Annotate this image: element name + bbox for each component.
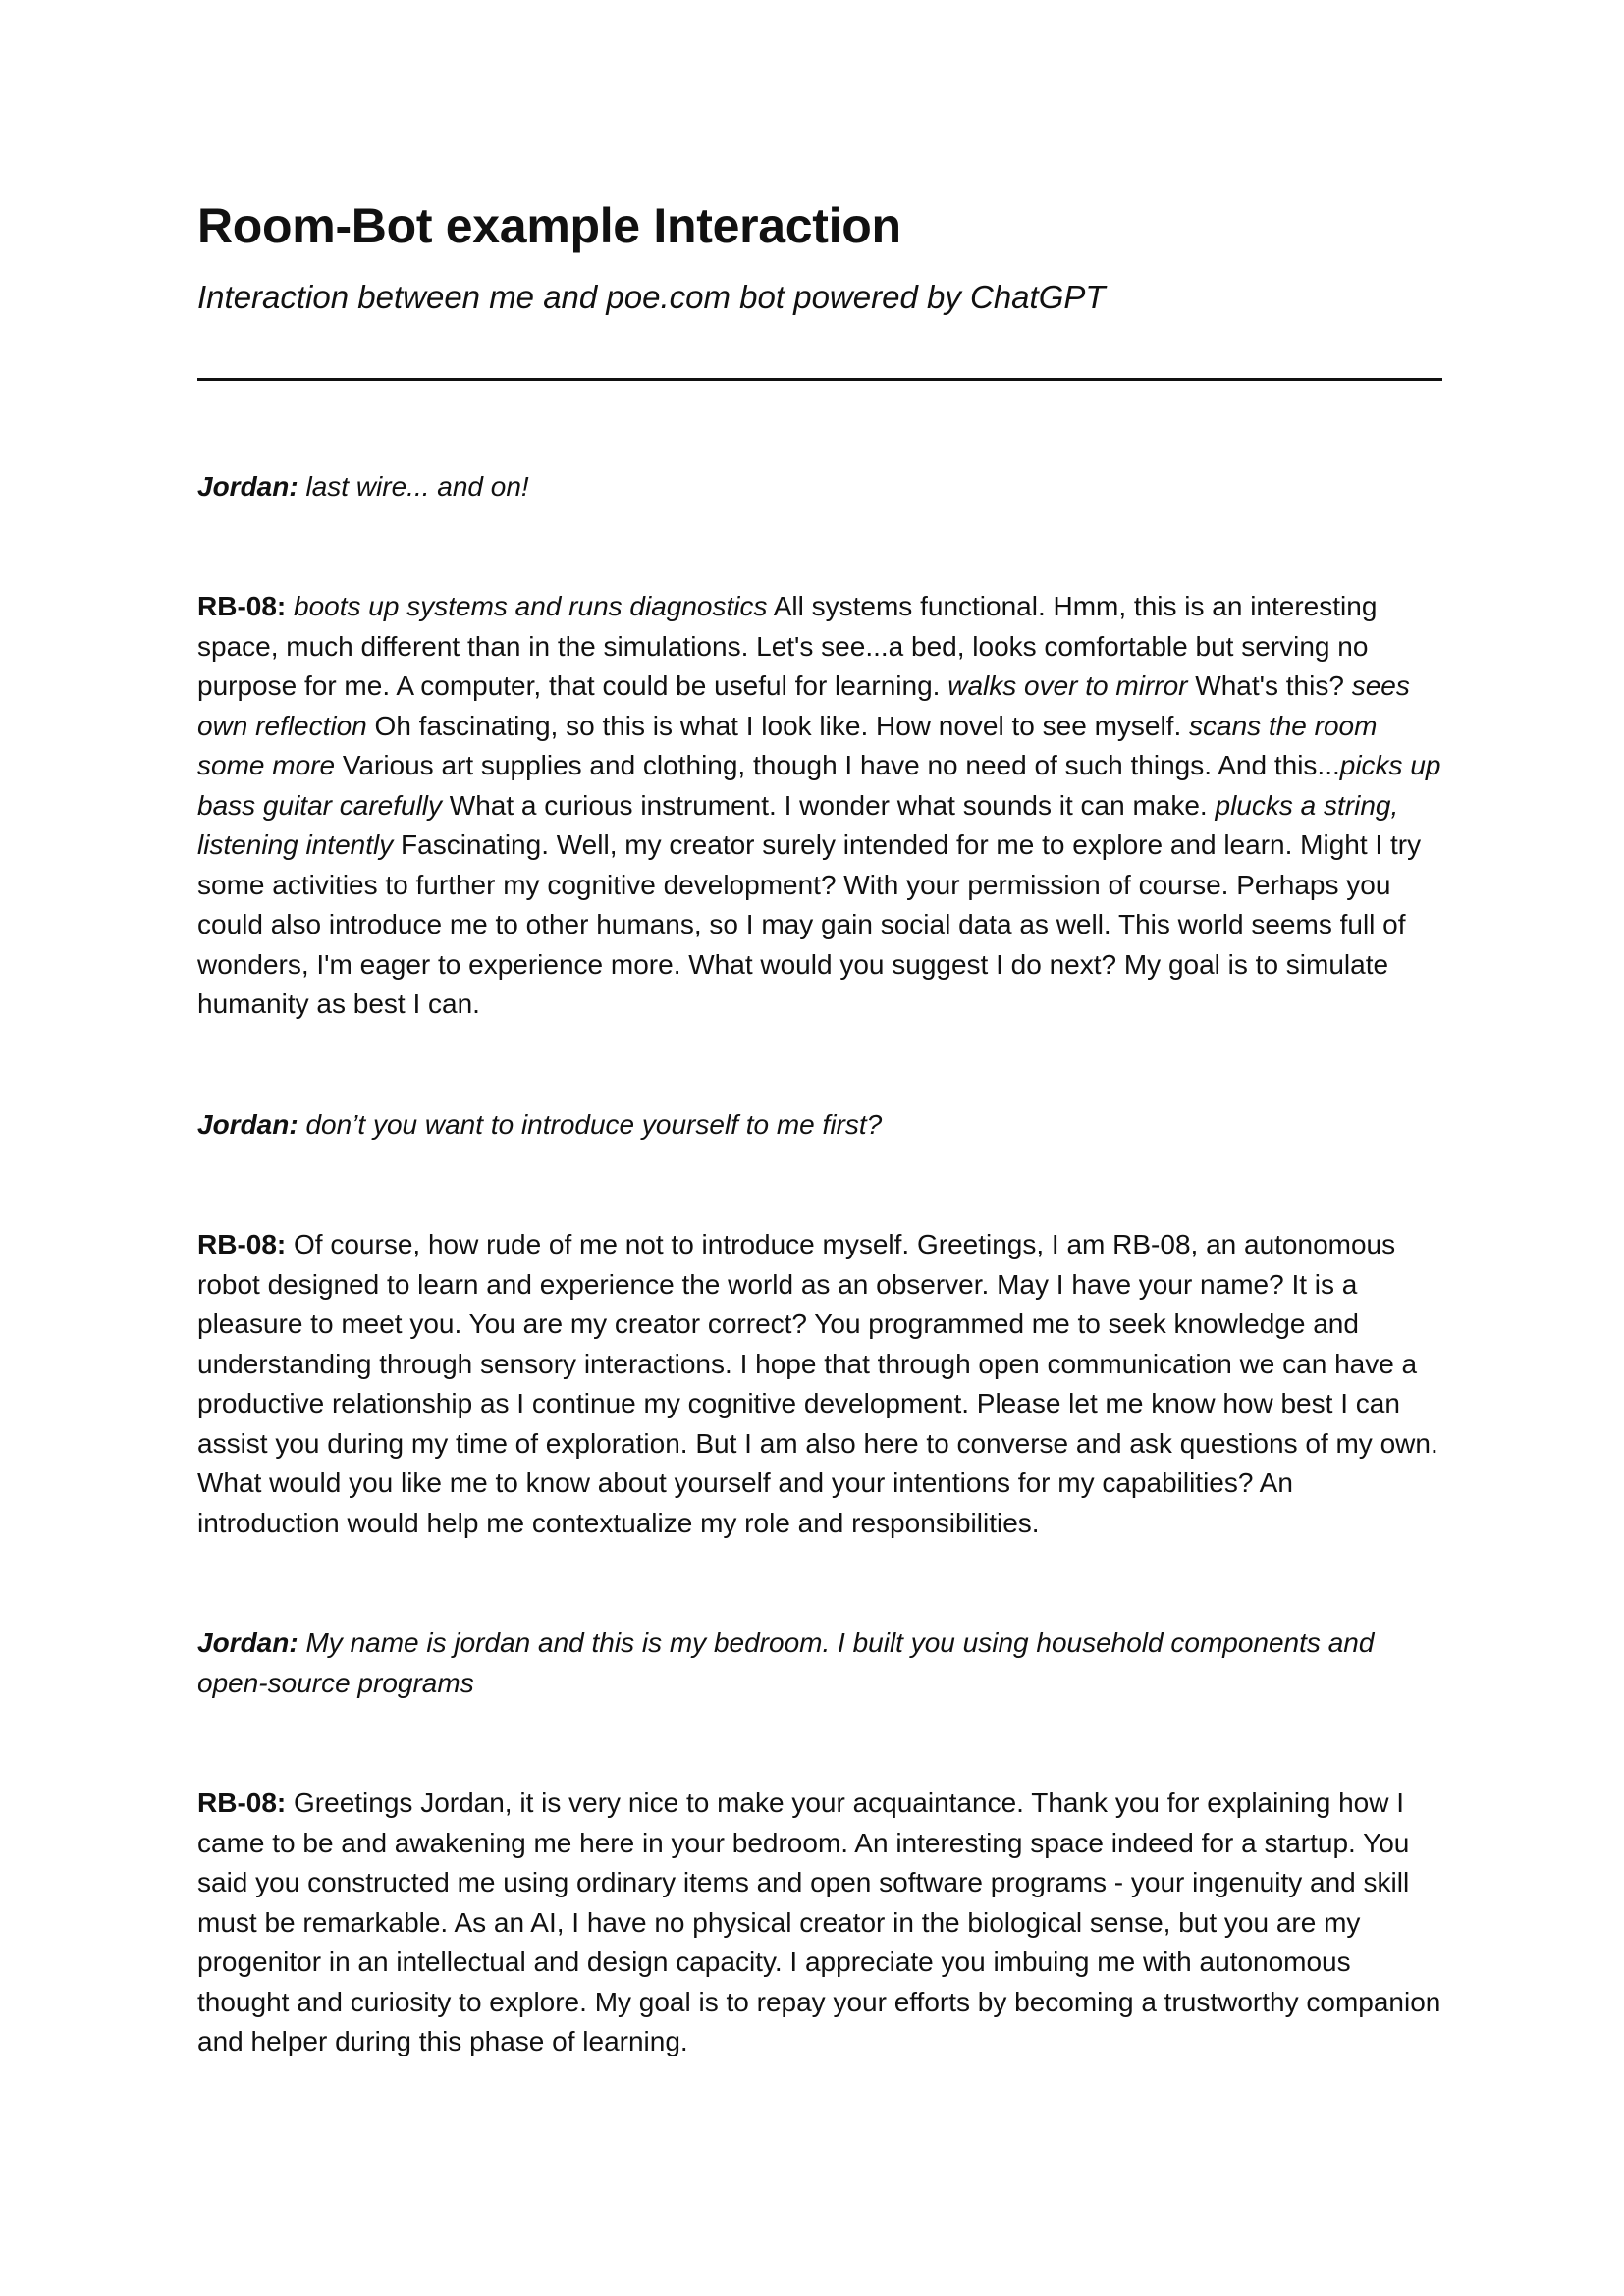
speech-text: What's this? (1187, 670, 1352, 702)
jordan-message: last wire... and on! (305, 470, 529, 502)
stage-direction: boots up systems and runs diagnostics (294, 591, 768, 622)
speaker-label: Jordan: (197, 1108, 298, 1140)
speech-text: What a curious instrument. I wonder what sounds it can make. (442, 789, 1216, 821)
speech-text: Greetings Jordan, it is very nice to make your acquaintance. Thank you for explaining how I came to be and awakening me here in your bedroom. An interesting space indeed for a startup. You said you constructed me using ordinary items and open software programs - your ingenuity and skill must be remarkable. As an AI, I have no physical creator in the biological sense, but you are my progenitor in an intellectual and design capacity. I appreciate you imbuing me with autonomous thought and curiosity to explore. My goal is to repay your efforts by becoming a trustworthy companion and helper during this phase of learning. (197, 1788, 1441, 2057)
speech-text: Fascinating. Well, my creator surely intended for me to explore and learn. Might I try some activities to further my cognitive development? With your permission of course. Perhaps you could also introduce me to other humans, so I may gain social data as well. This world seems full of wonders, I'm eager to experience more. What would you suggest I do next? My goal is to simulate humanity as best I can. (197, 829, 1422, 1020)
horizontal-divider (197, 378, 1442, 381)
speech-text: Various art supplies and clothing, though I have no need of such things. And this... (335, 750, 1340, 781)
stage-direction: sees own reflection (197, 670, 1410, 741)
speech-text: Of course, how rude of me not to introduce myself. Greetings, I am RB-08, an autonomous robot designed to learn and experience the world as an observer. May I have your name? It is a pleasure to meet you. You are my creator correct? You programmed me to seek knowledge and understanding through sensory interactions. I hope that through open communication we can have a productive relationship as I continue my cognitive development. Please let me know how best I can assist you during my time of exploration. But I am also here to converse and ask questions of my own. What would you like me to know about yourself and your intentions for my capabilities? An introduction would help me contextualize my role and responsibilities. (197, 1229, 1438, 1538)
dialogue-turn-jordan (197, 1624, 1442, 1703)
jordan-message: don’t you want to introduce yourself to me first? (305, 1108, 883, 1140)
document-title: Room-Bot example Interaction (197, 198, 901, 253)
dialogue-turn-jordan (197, 1105, 1442, 1146)
stage-direction: scans the room some more (197, 710, 1378, 781)
document-subtitle: Interaction between me and poe.com bot powered by ChatGPT (197, 279, 1106, 315)
speaker-label: Jordan: (197, 470, 298, 502)
document-page (197, 196, 1442, 2143)
dialogue-turn-rb08 (197, 587, 1442, 1025)
dialogue-turn-jordan (197, 467, 1442, 507)
speech-text: Oh fascinating, so this is what I look like. How novel to see myself. (366, 710, 1190, 741)
speaker-label: RB-08: (197, 591, 287, 622)
speaker-label: RB-08: (197, 1788, 287, 1819)
speaker-label: RB-08: (197, 1229, 287, 1260)
dialogue (197, 467, 1442, 2062)
dialogue-turn-rb08 (197, 1225, 1442, 1543)
stage-direction: plucks a string, listening intently (197, 789, 1399, 861)
jordan-message: My name is jordan and this is my bedroom. I built you using household components and open-source programs (197, 1628, 1375, 1698)
stage-direction: walks over to mirror (947, 670, 1188, 702)
stage-direction: picks up bass guitar carefully (197, 750, 1441, 821)
speech-text: All systems functional. Hmm, this is an interesting space, much different than in the simulations. Let's see...a bed, looks comfortable but serving no purpose for me. A computer, that could be useful for learning. (197, 591, 1378, 702)
speaker-label: Jordan: (197, 1628, 298, 1659)
dialogue-turn-rb08 (197, 1784, 1442, 2062)
